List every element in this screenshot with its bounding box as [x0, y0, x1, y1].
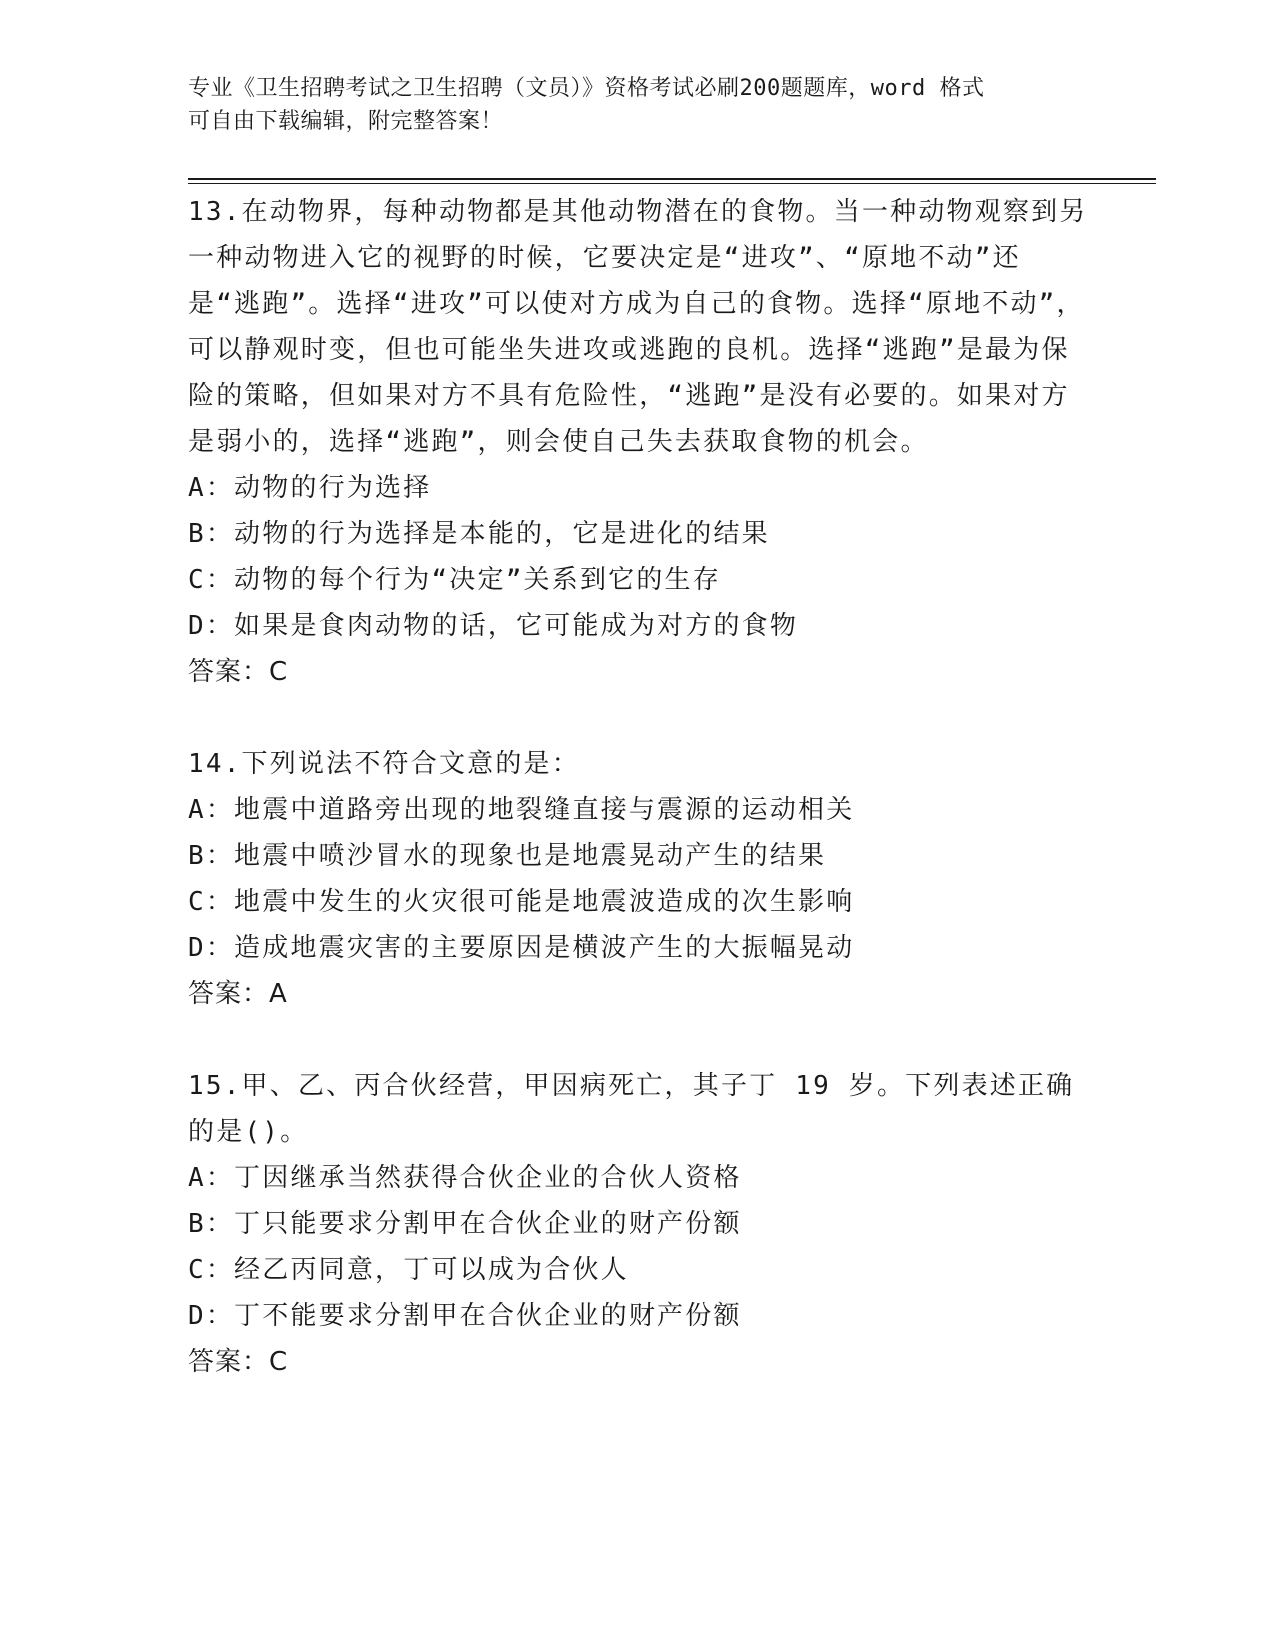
option-d: D：造成地震灾害的主要原因是横波产生的大振幅晃动	[188, 933, 855, 963]
option-c: C：地震中发生的火灾很可能是地震波造成的次生影响	[188, 887, 855, 917]
option-b: B：丁只能要求分割甲在合伙企业的财产份额	[188, 1209, 742, 1239]
answer: 答案：C	[188, 657, 289, 687]
option-a: A：动物的行为选择	[188, 473, 432, 503]
answer: 答案：C	[188, 1347, 289, 1377]
question-stem: 15.甲、乙、丙合伙经营，甲因病死亡，其子丁 19 岁。下列表述正确的是()。	[188, 1071, 1075, 1147]
option-a: A：地震中道路旁出现的地裂缝直接与震源的运动相关	[188, 795, 855, 825]
option-d: D：如果是食肉动物的话，它可能成为对方的食物	[188, 611, 799, 641]
header-rule-thick	[188, 178, 1156, 180]
answer: 答案：A	[188, 979, 288, 1009]
question-14	[188, 741, 1088, 1017]
option-b: B：地震中喷沙冒水的现象也是地震晃动产生的结果	[188, 841, 827, 871]
option-c: C：动物的每个行为“决定”关系到它的生存	[188, 565, 721, 595]
option-a: A：丁因继承当然获得合伙企业的合伙人资格	[188, 1163, 742, 1193]
header-line-2: 可自由下载编辑，附完整答案！	[188, 109, 504, 134]
header-line-1: 专业《卫生招聘考试之卫生招聘（文员）》资格考试必刷200题题库，word 格式	[188, 76, 985, 101]
header-rule-thin	[188, 183, 1156, 184]
question-list	[188, 189, 1088, 1431]
page-header	[188, 72, 1088, 138]
option-d: D：丁不能要求分割甲在合伙企业的财产份额	[188, 1301, 742, 1331]
question-15	[188, 1063, 1088, 1385]
question-13	[188, 189, 1088, 695]
option-c: C：经乙丙同意，丁可以成为合伙人	[188, 1255, 629, 1285]
question-stem: 14.下列说法不符合文意的是：	[188, 749, 580, 779]
question-stem: 13.在动物界，每种动物都是其他动物潜在的食物。当一种动物观察到另一种动物进入它的视野的时候，它要决定是“进攻”、“原地不动”还是“逃跑”。选择“进攻”可以使对方成为自己的食物。选择“原地不动”，可以静观时变，但也可能坐失进攻或逃跑的良机。选择“逃跑”是最为保险的策略，但如果对方不具有危险性，“逃跑”是没有必要的。如果对方是弱小的，选择“逃跑”，则会使自己失去获取食物的机会。	[188, 197, 1088, 457]
option-b: B：动物的行为选择是本能的，它是进化的结果	[188, 519, 770, 549]
